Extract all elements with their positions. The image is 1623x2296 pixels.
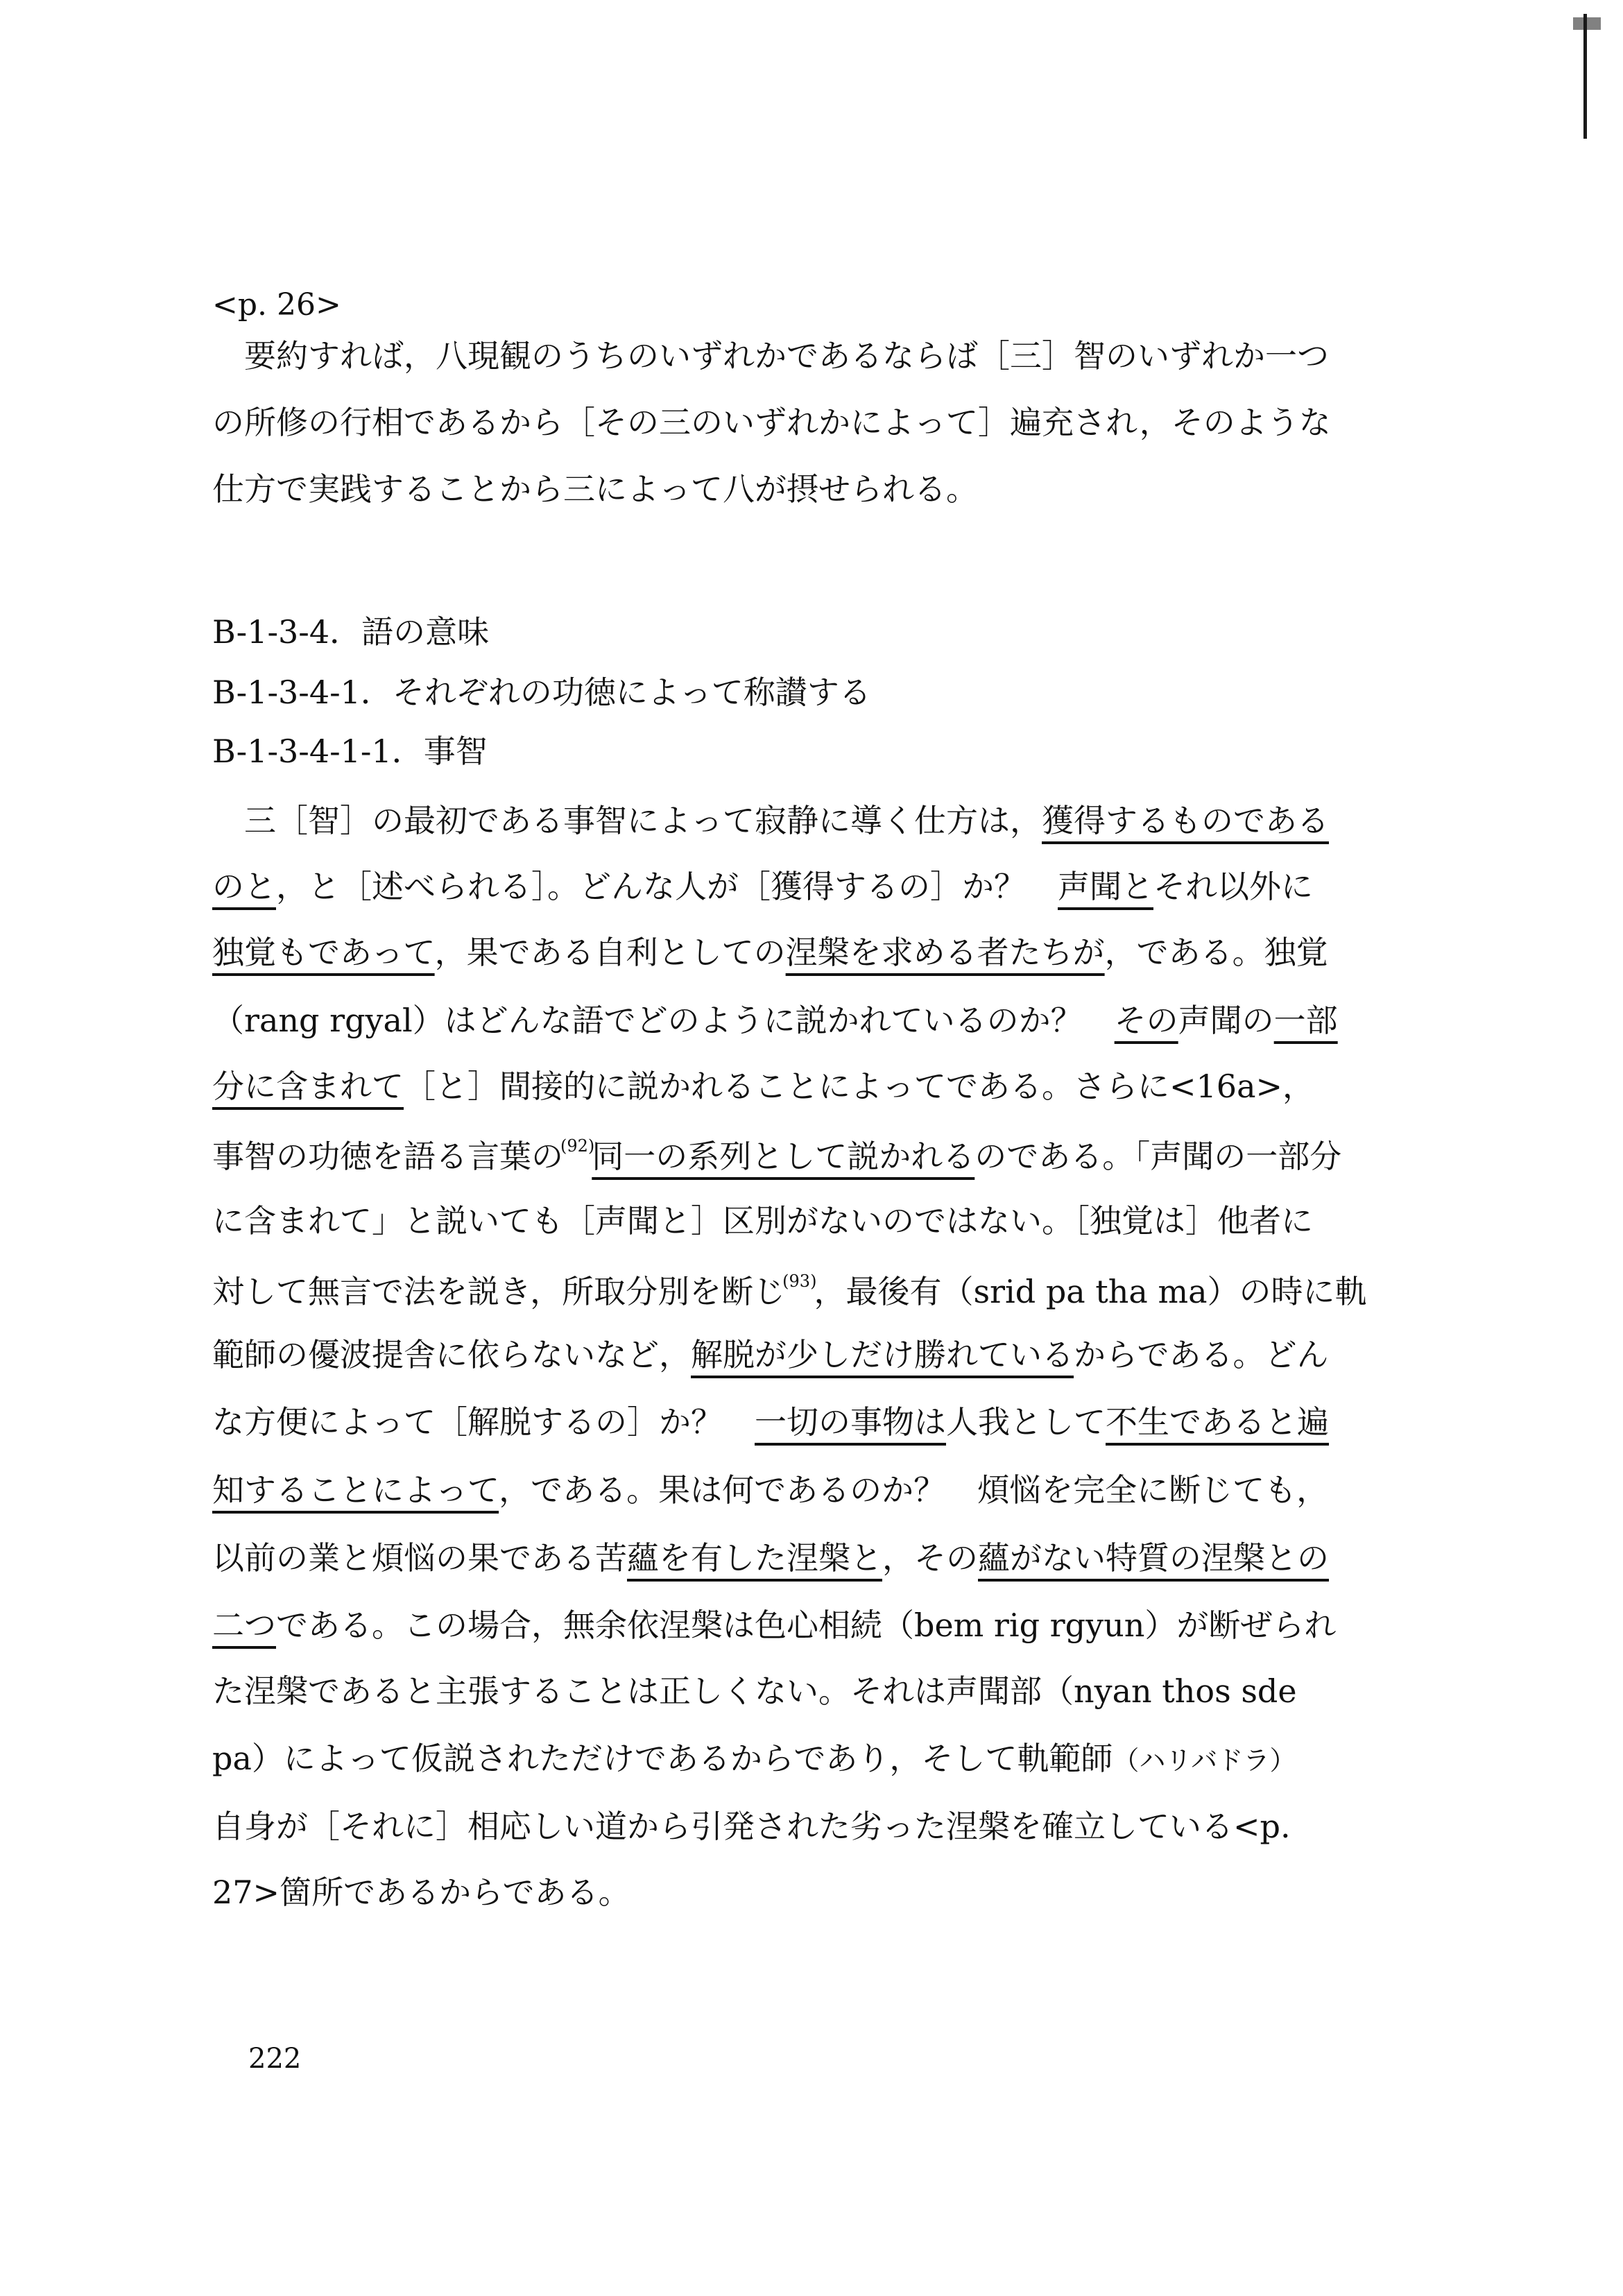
text-segment: B-1-3-4-1-1．事智 [212,733,488,770]
underlined-text: 獲得するものである [1042,802,1329,839]
text-segment: 対して無言で法を説き，所取分別を断じ [212,1272,786,1310]
text-line [212,1471,1329,1509]
text-line [212,868,1313,905]
underlined-text: 蘊を有した涅槃と [627,1539,882,1577]
text-segment: な方便によって［解脱するの］か？ [212,1403,755,1441]
text-line [212,1403,1329,1441]
text-segment: それ以外に [1153,868,1313,905]
text-segment: pa）によって仮説されただけであるからであり，そして軌範師 [212,1740,1113,1777]
text-segment: （rang rgyal）はどんな語でどのように説かれているのか？ [212,1002,1115,1039]
text-segment: た涅槃であると主張することは正しくない。それは声聞部（nyan thos sde [212,1672,1297,1710]
text-segment: 要約すれば，八現観のうちのいずれかであるならば［三］智のいずれか一つ [212,337,1329,375]
text-segment: の所修の行相であるから［その三のいずれかによって］遍充され，そのような [212,404,1331,441]
text-segment: 仕方で実践することから三によって八が摂せられる。 [212,470,978,508]
text-segment: ［と］間接的に説かれることによってである。さらに<16a>， [404,1068,1315,1105]
text-segment: 声聞の [1178,1002,1274,1039]
page-number: 222 [248,2043,302,2075]
underlined-text: 声聞と [1058,868,1153,905]
text-line [212,1740,1296,1777]
text-line [212,733,488,770]
underlined-text: 不生であると遍 [1106,1403,1329,1441]
text-line [212,1202,1313,1240]
underlined-text: 解脱が少しだけ勝れている [691,1336,1074,1373]
text-segment: ，その [882,1539,978,1577]
text-line [212,1068,1315,1105]
text-segment: のである。「声聞の一部分 [974,1137,1342,1175]
underlined-text: 独覚もであって [212,934,435,971]
underlined-text: 一切の事物は [755,1403,946,1441]
underlined-text: 分に含まれて [212,1068,404,1105]
text-segment: 事智の功徳を語る言葉の [212,1137,563,1175]
text-line [212,1808,1291,1845]
text-line [212,1874,630,1911]
text-segment: 以前の業と煩悩の果である苦 [212,1539,627,1577]
text-line [212,470,978,508]
scan-edge-mark [1583,14,1587,139]
underlined-text: 同一の系列として説かれる [592,1137,975,1175]
footnote-marker: (92) [560,1136,595,1156]
text-segment: からである。どん [1074,1336,1329,1373]
text-line [212,404,1331,441]
text-segment: 27>箇所であるからである。 [212,1874,630,1911]
underlined-text: 知することによって [212,1471,499,1509]
text-segment: B-1-3-4-1．それぞれの功徳によって称讃する [212,674,871,711]
text-line [212,1539,1329,1577]
underlined-text: 一部 [1273,1002,1338,1039]
text-segment: ，果である自利としての [434,934,786,971]
text-segment: ，である。独覚 [1104,934,1328,971]
text-segment: ，と［述べられる］。どんな人が［獲得するの］か？ [276,868,1058,905]
text-segment: B-1-3-4．語の意味 [212,613,490,651]
underlined-text: のと [212,868,276,905]
underlined-text: 蘊がない特質の涅槃との [978,1539,1329,1577]
text-line [212,934,1328,971]
text-line [212,1336,1329,1373]
text-line [212,1002,1338,1039]
text-segment: 人我として [946,1403,1106,1441]
text-segment: 三［智］の最初である事智によって寂静に導く仕方は， [212,802,1042,839]
text-segment: である。この場合，無余依涅槃は色心相続（bem rig rgyun）が断ぜられ [276,1607,1337,1644]
text-segment: 範師の優波提舎に依らないなど， [212,1336,691,1373]
text-segment: に含まれて」と説いても［声聞と］区別がないのではない。［独覚は］他者に [212,1202,1313,1240]
text-line [212,674,871,711]
text-line [212,802,1329,839]
text-line [212,1607,1337,1644]
scan-edge-mark-top [1573,17,1601,30]
underlined-text: 涅槃を求める者たちが [785,934,1105,971]
underlined-text: その [1114,1002,1178,1039]
text-line [212,1273,1367,1308]
text-segment: （ハリバドラ） [1113,1745,1296,1776]
text-line [212,337,1329,375]
text-segment: ，である。果は何であるのか？ 煩悩を完全に断じても， [499,1471,1329,1509]
underlined-text: 二つ [212,1607,276,1644]
page-reference: <p. 26> [212,287,341,323]
text-segment: 自身が［それに］相応しい道から引発された劣った涅槃を確立している<p. [212,1808,1291,1845]
footnote-marker: (93) [782,1271,817,1291]
text-line [212,1672,1297,1710]
text-segment: ，最後有（srid pa tha ma）の時に軌 [814,1272,1367,1310]
text-line [212,613,490,651]
text-line [212,1136,1342,1175]
